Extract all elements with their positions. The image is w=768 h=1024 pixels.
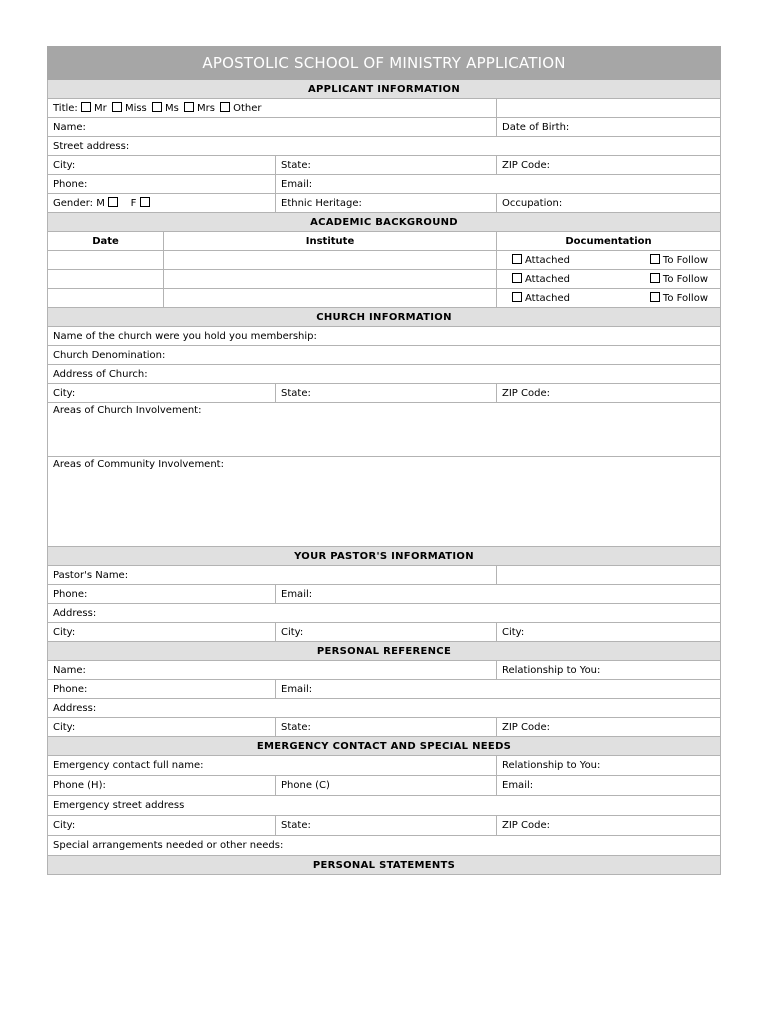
section-applicant-heading: APPLICANT INFORMATION	[48, 80, 721, 99]
pastor-city-field-2[interactable]: City:	[276, 623, 497, 642]
emergency-relationship-field[interactable]: Relationship to You:	[497, 756, 721, 776]
empty-cell[interactable]	[497, 566, 721, 585]
checkbox-icon	[220, 102, 230, 112]
attached-checkbox[interactable]	[512, 273, 570, 285]
church-city-field[interactable]: City:	[48, 384, 276, 403]
section-statements-heading: PERSONAL STATEMENTS	[48, 856, 721, 875]
title-mrs-checkbox[interactable]	[184, 102, 215, 114]
church-zip-field[interactable]: ZIP Code:	[497, 384, 721, 403]
section-church-heading: CHURCH INFORMATION	[48, 308, 721, 327]
reference-zip-field[interactable]: ZIP Code:	[497, 718, 721, 737]
section-reference-heading: PERSONAL REFERENCE	[48, 642, 721, 661]
emergency-city-field[interactable]: City:	[48, 816, 276, 836]
academic-date-field[interactable]	[48, 270, 164, 289]
to-follow-label: To Follow	[662, 293, 708, 304]
pastor-phone-field[interactable]: Phone:	[48, 585, 276, 604]
checkbox-icon	[152, 102, 162, 112]
applicant-ethnic-field[interactable]: Ethnic Heritage:	[276, 194, 497, 213]
applicant-occupation-field[interactable]: Occupation:	[497, 194, 721, 213]
section-academic-heading: ACADEMIC BACKGROUND	[48, 213, 721, 232]
to-follow-checkbox[interactable]	[650, 254, 708, 266]
academic-institute-field[interactable]	[164, 270, 497, 289]
gender-m-checkbox[interactable]	[108, 197, 118, 207]
gender-f-checkbox[interactable]	[140, 197, 150, 207]
title-ms-label: Ms	[164, 103, 179, 114]
emergency-phone-c-field[interactable]: Phone (C)	[276, 776, 497, 796]
academic-row	[48, 270, 721, 289]
reference-address-field[interactable]: Address:	[48, 699, 721, 718]
checkbox-icon	[650, 254, 660, 264]
reference-email-field[interactable]: Email:	[276, 680, 721, 699]
documentation-cell	[497, 270, 721, 289]
title-other-checkbox[interactable]	[220, 102, 261, 114]
to-follow-label: To Follow	[662, 255, 708, 266]
attached-checkbox[interactable]	[512, 254, 570, 266]
title-label: Title:	[53, 103, 78, 114]
to-follow-label: To Follow	[662, 274, 708, 285]
empty-cell[interactable]	[497, 99, 721, 118]
section-emergency-heading: EMERGENCY CONTACT AND SPECIAL NEEDS	[48, 737, 721, 756]
academic-date-header: Date	[48, 232, 164, 251]
applicant-name-field[interactable]: Name:	[48, 118, 497, 137]
to-follow-checkbox[interactable]	[650, 292, 708, 304]
church-membership-field[interactable]: Name of the church were you hold you membership:	[48, 327, 721, 346]
title-row	[48, 99, 497, 118]
academic-documentation-header: Documentation	[497, 232, 721, 251]
gender-m-label: M	[96, 198, 105, 209]
emergency-phone-h-field[interactable]: Phone (H):	[48, 776, 276, 796]
documentation-cell	[497, 289, 721, 308]
academic-institute-header: Institute	[164, 232, 497, 251]
applicant-email-field[interactable]: Email:	[276, 175, 721, 194]
title-ms-checkbox[interactable]	[152, 102, 179, 114]
title-other-label: Other	[233, 103, 262, 114]
reference-relationship-field[interactable]: Relationship to You:	[497, 661, 721, 680]
application-table	[47, 46, 721, 875]
church-denomination-field[interactable]: Church Denomination:	[48, 346, 721, 365]
emergency-state-field[interactable]: State:	[276, 816, 497, 836]
form-title: APOSTOLIC SCHOOL OF MINISTRY APPLICATION	[48, 47, 721, 80]
reference-name-field[interactable]: Name:	[48, 661, 497, 680]
community-involvement-field[interactable]: Areas of Community Involvement:	[48, 457, 721, 547]
gender-f-label: F	[130, 198, 137, 209]
emergency-street-field[interactable]: Emergency street address	[48, 796, 721, 816]
title-mrs-label: Mrs	[196, 103, 215, 114]
pastor-email-field[interactable]: Email:	[276, 585, 721, 604]
title-miss-checkbox[interactable]	[112, 102, 147, 114]
reference-phone-field[interactable]: Phone:	[48, 680, 276, 699]
pastor-address-field[interactable]: Address:	[48, 604, 721, 623]
checkbox-icon	[512, 273, 522, 283]
applicant-street-field[interactable]: Street address:	[48, 137, 721, 156]
attached-label: Attached	[525, 274, 570, 285]
applicant-dob-field[interactable]: Date of Birth:	[497, 118, 721, 137]
checkbox-icon	[650, 292, 660, 302]
checkbox-icon	[184, 102, 194, 112]
gender-row	[48, 194, 276, 213]
attached-label: Attached	[525, 293, 570, 304]
applicant-state-field[interactable]: State:	[276, 156, 497, 175]
reference-state-field[interactable]: State:	[276, 718, 497, 737]
checkbox-icon	[512, 292, 522, 302]
special-needs-field[interactable]: Special arrangements needed or other needs:	[48, 836, 721, 856]
to-follow-checkbox[interactable]	[650, 273, 708, 285]
checkbox-icon	[81, 102, 91, 112]
attached-label: Attached	[525, 255, 570, 266]
gender-label: Gender:	[53, 198, 94, 209]
emergency-email-field[interactable]: Email:	[497, 776, 721, 796]
church-address-field[interactable]: Address of Church:	[48, 365, 721, 384]
title-mr-label: Mr	[94, 103, 107, 114]
emergency-zip-field[interactable]: ZIP Code:	[497, 816, 721, 836]
title-miss-label: Miss	[124, 103, 147, 114]
reference-city-field[interactable]: City:	[48, 718, 276, 737]
church-involvement-field[interactable]: Areas of Church Involvement:	[48, 403, 721, 457]
academic-date-field[interactable]	[48, 251, 164, 270]
academic-institute-field[interactable]	[164, 251, 497, 270]
academic-row	[48, 251, 721, 270]
checkbox-icon	[112, 102, 122, 112]
title-mr-checkbox[interactable]	[81, 102, 107, 114]
section-pastor-heading: YOUR PASTOR'S INFORMATION	[48, 547, 721, 566]
checkbox-icon	[512, 254, 522, 264]
applicant-phone-field[interactable]: Phone:	[48, 175, 276, 194]
applicant-zip-field[interactable]: ZIP Code:	[497, 156, 721, 175]
emergency-name-field[interactable]: Emergency contact full name:	[48, 756, 497, 776]
academic-institute-field[interactable]	[164, 289, 497, 308]
academic-row	[48, 289, 721, 308]
pastor-city-field[interactable]: City:	[48, 623, 276, 642]
checkbox-icon	[650, 273, 660, 283]
applicant-city-field[interactable]: City:	[48, 156, 276, 175]
application-form	[47, 46, 720, 875]
academic-date-field[interactable]	[48, 289, 164, 308]
pastor-city-field-3[interactable]: City:	[497, 623, 721, 642]
attached-checkbox[interactable]	[512, 292, 570, 304]
church-state-field[interactable]: State:	[276, 384, 497, 403]
pastor-name-field[interactable]: Pastor's Name:	[48, 566, 497, 585]
documentation-cell	[497, 251, 721, 270]
